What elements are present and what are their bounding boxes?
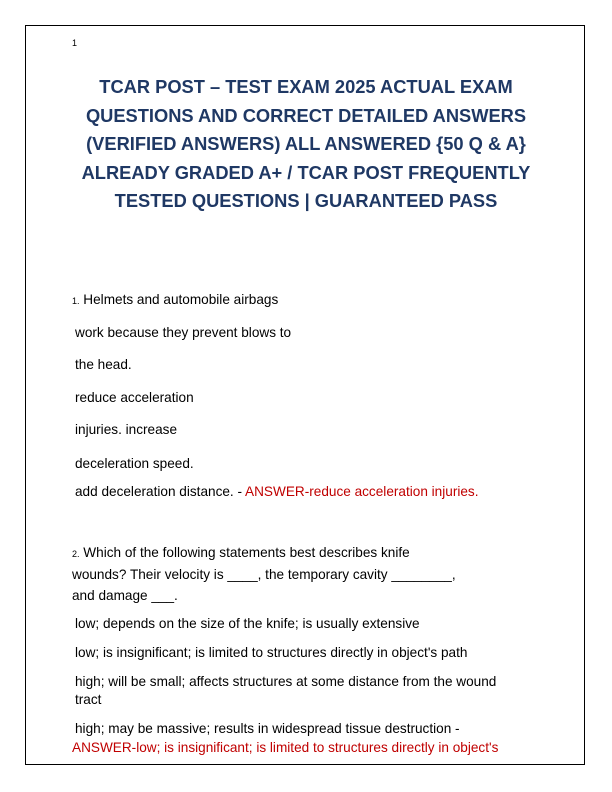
question-2-option: high; will be small; affects structures at some distance from the wound bbox=[75, 674, 497, 689]
question-2-option: high; may be massive; results in widespread tissue destruction - bbox=[75, 721, 460, 736]
document-title bbox=[60, 73, 552, 216]
answer-text: ANSWER-low; is insignificant; is limited to structures directly in object's bbox=[72, 740, 499, 755]
title-line: ALREADY GRADED A+ / TCAR POST FREQUENTLY bbox=[81, 161, 531, 183]
question-1-option: the head. bbox=[75, 357, 132, 372]
title-line: TESTED QUESTIONS | GUARANTEED PASS bbox=[114, 190, 498, 212]
question-1-option: injuries. increase bbox=[75, 422, 177, 437]
title-line: TCAR POST – TEST EXAM 2025 ACTUAL EXAM bbox=[99, 76, 513, 97]
page-number: 1 bbox=[72, 38, 78, 48]
question-1-option: work because they prevent blows to bbox=[75, 325, 292, 340]
question-2-prompt bbox=[72, 545, 410, 562]
question-2-option: low; depends on the size of the knife; is usually extensive bbox=[75, 616, 420, 631]
question-1-option: reduce acceleration bbox=[75, 390, 194, 405]
question-1-option: deceleration speed. bbox=[75, 456, 194, 471]
title-line: QUESTIONS AND CORRECT DETAILED ANSWERS bbox=[85, 104, 527, 126]
answer-text: ANSWER-reduce acceleration injuries. bbox=[245, 484, 479, 499]
question-1-last-option bbox=[75, 484, 479, 500]
question-2-text: and damage ___. bbox=[72, 588, 178, 603]
question-text: Which of the following statements best describes knife bbox=[83, 545, 410, 560]
question-2-text: wounds? Their velocity is ____, the temporary cavity ________, bbox=[72, 567, 456, 582]
question-number: 2. bbox=[72, 549, 80, 559]
question-2-option: low; is insignificant; is limited to structures directly in object's path bbox=[75, 645, 468, 660]
question-text: Helmets and automobile airbags bbox=[83, 292, 279, 307]
question-number: 1. bbox=[72, 296, 80, 306]
option-text: add deceleration distance. - bbox=[75, 484, 243, 499]
question-2-option: tract bbox=[75, 692, 102, 707]
title-line: (VERIFIED ANSWERS) ALL ANSWERED {50 Q & A} bbox=[86, 133, 526, 155]
question-1-prompt bbox=[72, 292, 278, 309]
